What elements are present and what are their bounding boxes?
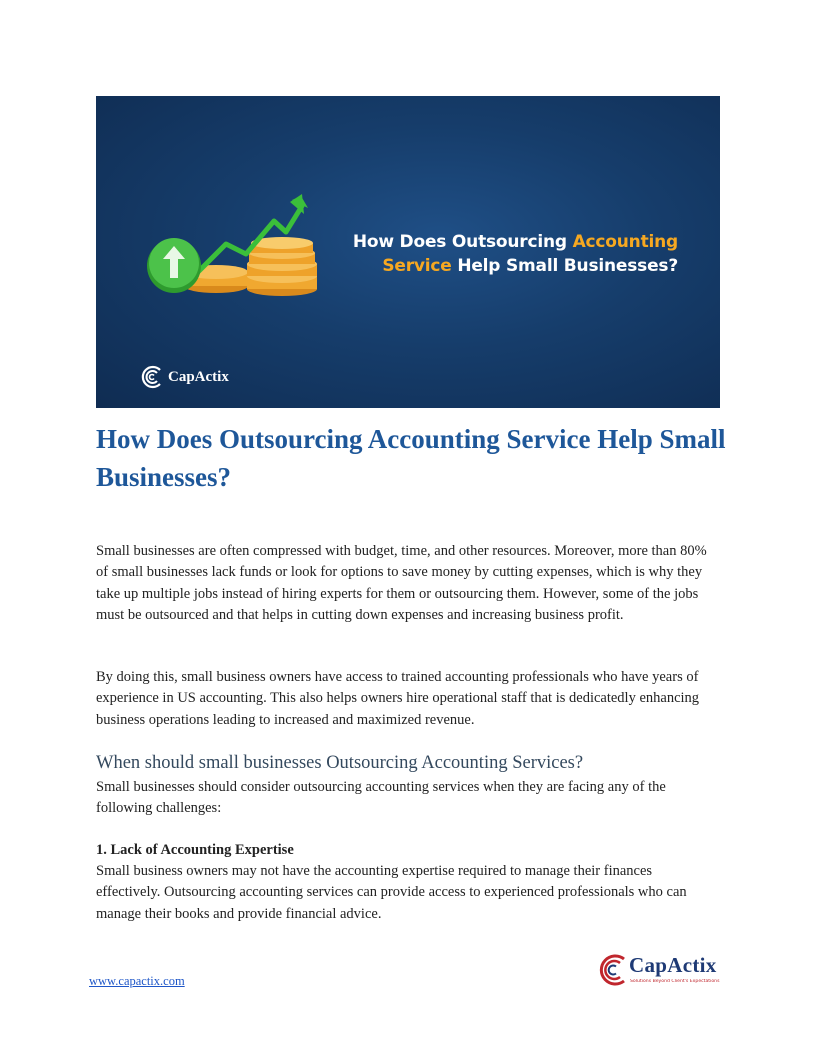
footer-logo-text: CapActix [629,953,717,977]
capactix-logo-icon [596,953,630,987]
banner-logo-text: CapActix [168,368,229,385]
capactix-logo-icon [140,365,164,389]
paragraph-benefits: By doing this, small business owners have access to trained accounting professionals who have years of experience in US accounting. This also helps owners hire operational staff that is dedicatedly enhancing business operations leading to increased and maximized revenue. [96,669,700,728]
banner-headline [318,230,678,278]
banner-title-part1: How Does Outsourcing [352,232,573,252]
banner-title-accent2: Service [382,256,452,276]
article-title: How Does Outsourcing Accounting Service Help Small Businesses? [96,424,726,492]
hero-banner [96,96,720,408]
banner-logo [140,364,229,390]
banner-title-part2: Help Small Businesses? [451,256,678,276]
footer-logo [596,953,720,989]
paragraph-intro: Small businesses are often compressed with budget, time, and other resources. Moreover, more than 80% of small businesses lack funds or look for options to save money by cutting expenses, which is why they take up multiple jobs instead of hiring experts for them or outsourcing them. However, some of the jobs must be outsourced and that helps in cutting down expenses and increasing business profit. [96,543,707,623]
up-arrow-icon [147,238,201,293]
footer-logo-tagline: Solutions Beyond Client's Expectations [630,979,720,984]
section-heading: When should small businesses Outsourcing Accounting Services? [96,753,584,773]
banner-title-accent1: Accounting [572,232,678,252]
paragraph-challenges: Small businesses should consider outsourcing accounting services when they are facing any of the following challenges: [96,779,666,817]
website-link[interactable]: www.capactix.com [89,974,185,988]
challenge-item-body: Small business owners may not have the accounting expertise required to manage their finances effectively. Outsourcing accounting services can provide access to experienced professionals who can manage their books and provide financial advice. [96,863,687,922]
challenge-item-title: 1. Lack of Accounting Expertise [96,842,294,858]
